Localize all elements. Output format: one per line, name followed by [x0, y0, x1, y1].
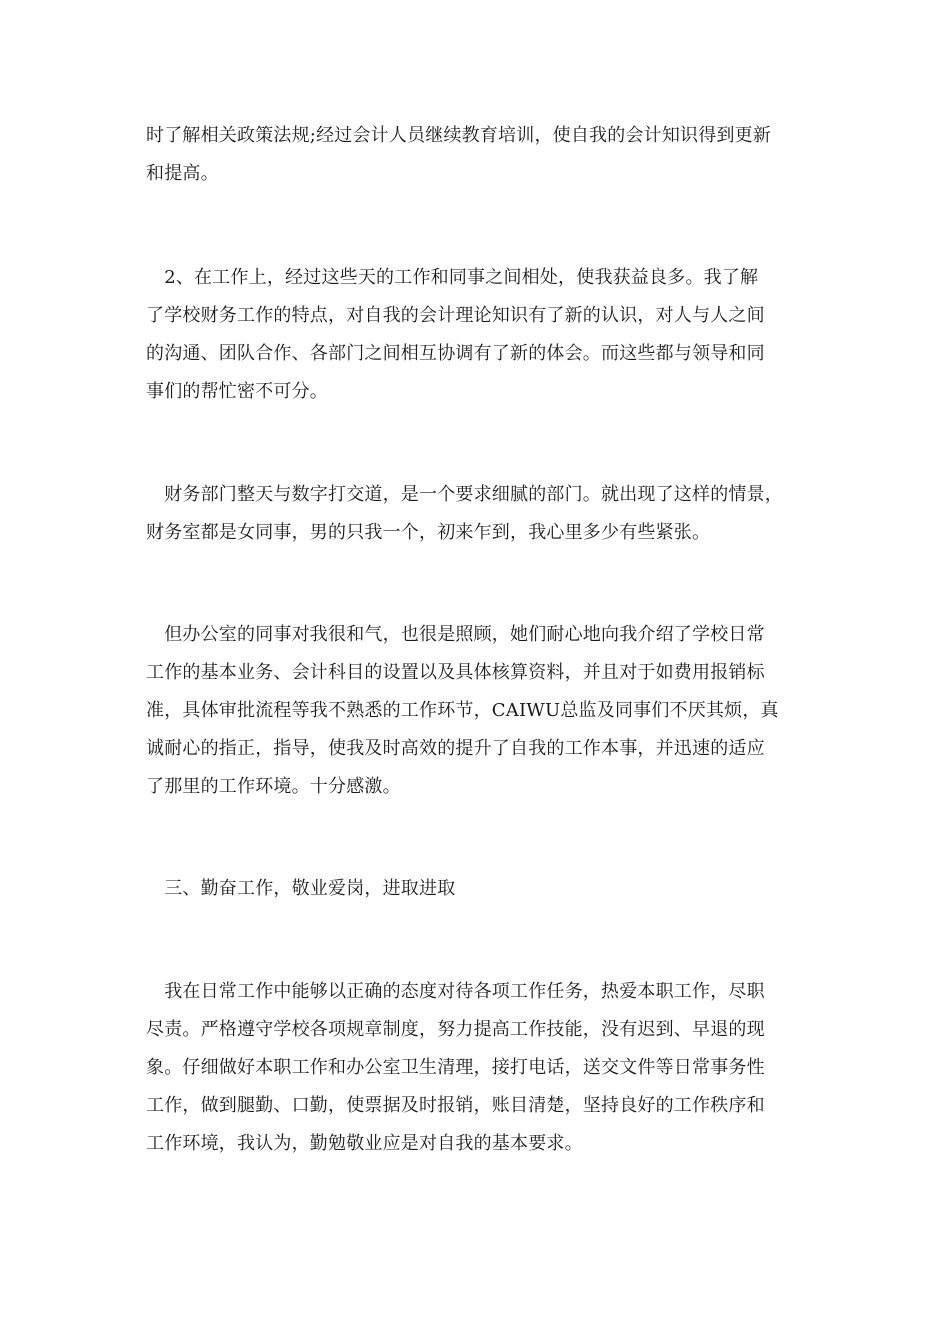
paragraph-6-line-4: 工作，做到腿勤、口勤，使票据及时报销，账目清楚，坚持良好的工作秩序和: [146, 1095, 765, 1116]
section-heading: 三、勤奋工作，敬业爱岗，进取进取: [146, 878, 456, 899]
paragraph-3-line-1: 财务部门整天与数字打交道，是一个要求细腻的部门。就出现了这样的情景，: [146, 484, 783, 505]
paragraph-2-line-3: 的沟通、团队合作、各部门之间相互协调有了新的体会。而这些都与领导和同: [146, 343, 765, 364]
paragraph-4-line-3: 准，具体审批流程等我不熟悉的工作环节，CAIWU总监及同事们不厌其烦，真: [146, 700, 779, 721]
paragraph-6-line-2: 尽责。严格遵守学校各项规章制度，努力提高工作技能，没有迟到、早退的现: [146, 1019, 765, 1040]
paragraph-6-line-1: 我在日常工作中能够以正确的态度对待各项工作任务，热爱本职工作，尽职: [146, 981, 765, 1002]
paragraph-2-line-4: 事们的帮忙密不可分。: [146, 381, 328, 402]
paragraph-4-line-5: 了那里的工作环境。十分感激。: [146, 776, 401, 797]
paragraph-6-line-3: 象。仔细做好本职工作和办公室卫生清理，接打电话，送交文件等日常事务性: [146, 1057, 765, 1078]
paragraph-4-line-2: 工作的基本业务、会计科目的设置以及具体核算资料，并且对于如费用报销标: [146, 662, 765, 683]
paragraph-2-line-2: 了学校财务工作的特点，对自我的会计理论知识有了新的认识，对人与人之间: [146, 305, 765, 326]
paragraph-4-line-1: 但办公室的同事对我很和气，也很是照顾，她们耐心地向我介绍了学校日常: [146, 624, 765, 645]
paragraph-4-line-4: 诚耐心的指正，指导，使我及时高效的提升了自我的工作本事，并迅速的适应: [146, 738, 765, 759]
paragraph-3-line-2: 财务室都是女同事，男的只我一个，初来乍到，我心里多少有些紧张。: [146, 522, 711, 543]
paragraph-1-line-2: 和提高。: [146, 163, 219, 184]
paragraph-2-line-1: 2、在工作上，经过这些天的工作和同事之间相处，使我获益良多。我了解: [146, 267, 759, 288]
paragraph-1-line-1: 时了解相关政策法规;经过会计人员继续教育培训，使自我的会计知识得到更新: [146, 125, 772, 146]
paragraph-6-line-5: 工作环境，我认为，勤勉敬业应是对自我的基本要求。: [146, 1133, 583, 1154]
